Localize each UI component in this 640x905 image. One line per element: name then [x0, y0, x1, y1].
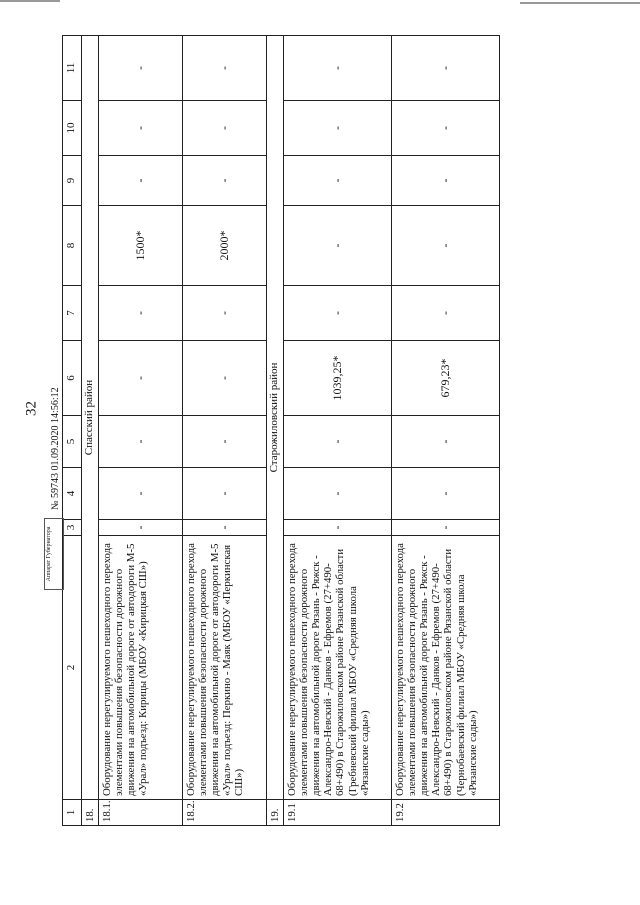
col-header: 2 [63, 536, 82, 800]
row-number: 19. [267, 800, 284, 826]
stamp-text: Аппарат Губернатора [46, 526, 52, 582]
table-cell: - [99, 416, 183, 468]
table-cell: - [99, 156, 183, 206]
table-cell: 1500* [99, 206, 183, 286]
table-cell: - [392, 416, 500, 468]
table-cell: - [99, 341, 183, 416]
section-title: Спасский район [82, 36, 99, 800]
table-cell: - [284, 520, 392, 536]
table-cell: 679,23* [392, 341, 500, 416]
table-cell: - [183, 36, 267, 101]
table-cell: - [392, 520, 500, 536]
row-number: 18.1. [99, 800, 183, 826]
office-stamp [44, 518, 64, 590]
section-row [267, 36, 284, 826]
table-cell: - [284, 206, 392, 286]
table-cell: - [99, 101, 183, 156]
table-cell: - [183, 156, 267, 206]
table-cell: - [284, 286, 392, 341]
row-number: 19.1 [284, 800, 392, 826]
table-cell: - [284, 416, 392, 468]
table-cell: - [284, 101, 392, 156]
col-header: 3 [63, 520, 82, 536]
header-row [63, 36, 82, 826]
col-header: 10 [63, 101, 82, 156]
table-cell: - [183, 286, 267, 341]
table-cell: - [183, 468, 267, 520]
col-header: 5 [63, 416, 82, 468]
table-cell: - [284, 468, 392, 520]
registration-footer [44, 290, 64, 590]
table-cell: - [99, 468, 183, 520]
table-cell: - [392, 36, 500, 101]
table-cell: - [392, 468, 500, 520]
table-row [183, 36, 267, 826]
col-header: 9 [63, 156, 82, 206]
col-header: 1 [63, 800, 82, 826]
table-cell: - [284, 156, 392, 206]
table-row [99, 36, 183, 826]
section-title: Старожиловский район [267, 36, 284, 800]
table-cell: - [183, 520, 267, 536]
row-number: 18.2. [183, 800, 267, 826]
table-cell: - [392, 156, 500, 206]
row-description: Оборудование нерегулируемого пешеходного перехода элементами повышения безопасности дорожного движения на автомобильной дороге Рязань - Ряжск - Александро-Невский - Данков - Ефремов (27+490-68+490) в Старожиловском районе Рязанской области (Гребневский филиал МБОУ «Средняя школа «Рязанские сады») [284, 536, 392, 800]
col-header: 11 [63, 36, 82, 101]
col-header: 8 [63, 206, 82, 286]
table-cell: - [392, 101, 500, 156]
page-number: 32 [23, 401, 40, 416]
table-cell: - [99, 286, 183, 341]
data-table [62, 35, 500, 826]
table-cell: - [392, 286, 500, 341]
row-number: 18. [82, 800, 99, 826]
scan-artifact [0, 0, 60, 2]
row-description: Оборудование нерегулируемого пешеходного перехода элементами повышения безопасности дорожного движения на автомобильной дороге от автодороги М-5 «Урал» подъезд: Перкино - Маяк (МБОУ «Перкинская СШ») [183, 536, 267, 800]
table-cell: - [284, 36, 392, 101]
registration-number: № 59743 01.09.2020 14:56:12 [50, 387, 61, 510]
row-description: Оборудование нерегулируемого пешеходного перехода элементами повышения безопасности дорожного движения на автомобильной дороге Рязань - Ряжск - Александро-Невский - Данков - Ефремов (27+490-68+490) в Старожиловском районе Рязанской области (Чернобаевский филиал МБОУ «Средняя школа «Рязанские сады») [392, 536, 500, 800]
table-row [392, 36, 500, 826]
table-cell: - [99, 36, 183, 101]
table-cell: - [183, 341, 267, 416]
table-cell: - [183, 101, 267, 156]
row-number: 19.2 [392, 800, 500, 826]
col-header: 7 [63, 286, 82, 341]
col-header: 6 [63, 341, 82, 416]
table-cell: - [392, 206, 500, 286]
section-row [82, 36, 99, 826]
scan-artifact [520, 2, 640, 4]
table-row [284, 36, 392, 826]
table-cell: 2000* [183, 206, 267, 286]
table-cell: 1039,25* [284, 341, 392, 416]
table-cell: - [99, 520, 183, 536]
table-cell: - [183, 416, 267, 468]
col-header: 4 [63, 468, 82, 520]
row-description: Оборудование нерегулируемого пешеходного перехода элементами повышения безопасности дорожного движения на автомобильной дороге от автодороги М-5 «Урал» подъезд: Кирицы (МБОУ «Кирицкая СШ») [99, 536, 183, 800]
rotated-table-container [62, 36, 587, 826]
